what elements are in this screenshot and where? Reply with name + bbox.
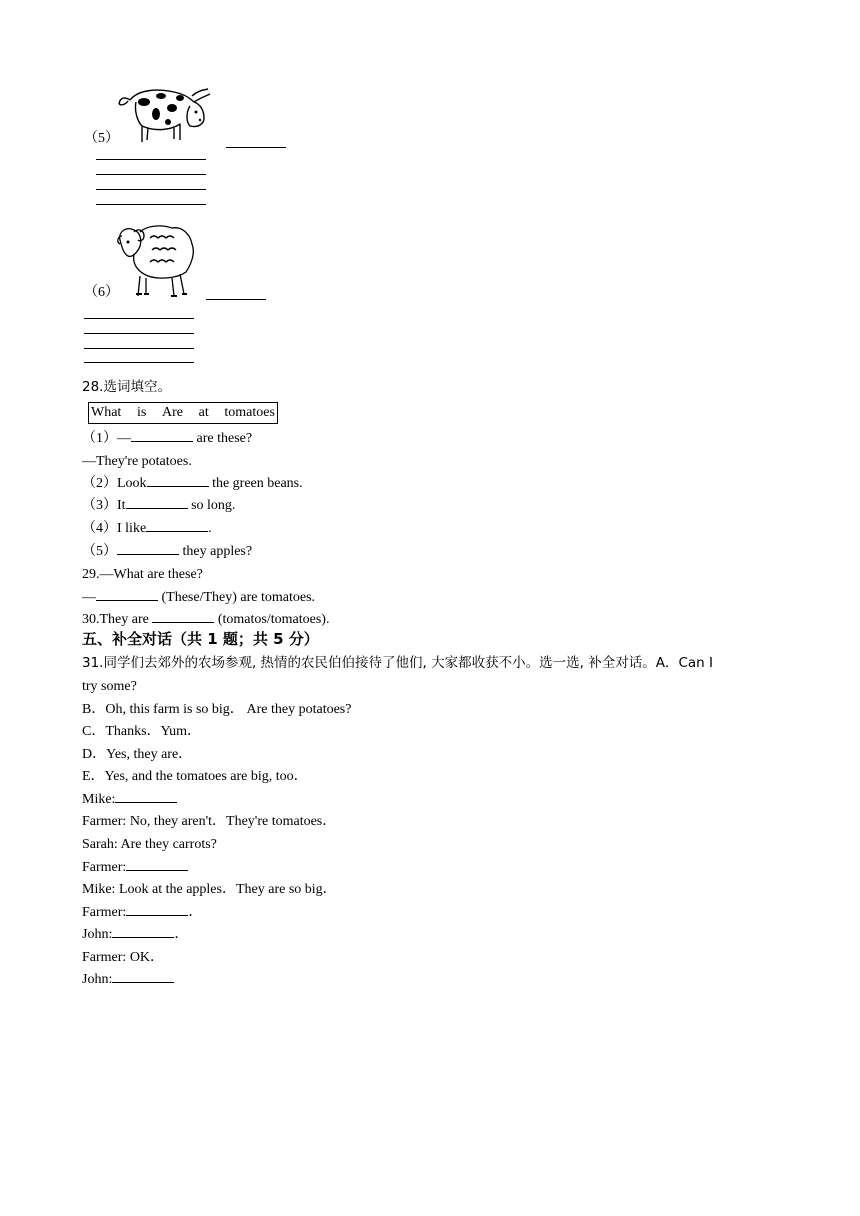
- item-6-label: （6）: [84, 285, 119, 300]
- answer-blank[interactable]: [146, 530, 208, 532]
- q29-question: 29.—What are these?: [82, 567, 203, 582]
- line-text: (These/They) are tomatoes.: [158, 590, 316, 605]
- line-text: .: [208, 521, 212, 536]
- line-text: —: [82, 590, 96, 605]
- item-6-writing-line[interactable]: [84, 318, 194, 319]
- section-5-heading: 五、补全对话（共 1 题；共 5 分）: [82, 630, 319, 648]
- item-6-writing-line[interactable]: [84, 348, 194, 349]
- answer-blank[interactable]: [147, 485, 209, 487]
- dialogue-line-9: [82, 973, 174, 987]
- word-bank-word: at: [198, 405, 209, 420]
- answer-blank[interactable]: [117, 553, 179, 555]
- line-text: they apples?: [179, 544, 253, 559]
- item-6-writing-line[interactable]: [84, 362, 194, 363]
- dialogue-line-1: [82, 793, 177, 807]
- line-text: ．: [174, 927, 189, 942]
- q31-option-b: B．Oh, this farm is so big． Are they potatoes?: [82, 702, 352, 717]
- speaker-text: Farmer:: [82, 860, 127, 875]
- answer-blank[interactable]: [126, 507, 188, 509]
- dialogue-line-2: Farmer: No, they aren't．They're tomatoes．: [82, 814, 337, 829]
- item-6-writing-line[interactable]: [84, 333, 194, 334]
- item-number: （4）: [82, 521, 117, 536]
- line-text: the green beans.: [208, 476, 303, 491]
- answer-blank[interactable]: [131, 440, 193, 442]
- answer-blank[interactable]: [115, 801, 177, 803]
- q28-line-2: [82, 477, 303, 491]
- q31-intro-line-1: 31.同学们去郊外的农场参观, 热情的农民伯伯接待了他们, 大家都收获不小。选一选, 补全对话。A．Can I: [82, 655, 713, 671]
- line-text: It: [117, 498, 126, 513]
- dialogue-line-8: Farmer: OK．: [82, 950, 165, 965]
- speaker-text: Farmer:: [82, 905, 127, 920]
- item-number: （1）: [82, 431, 117, 446]
- q31-option-d: D．Yes, they are．: [82, 747, 193, 762]
- q31-intro-line-2: try some?: [82, 679, 137, 694]
- item-6-answer-blank[interactable]: [206, 298, 266, 300]
- word-bank-word: tomatoes: [224, 405, 275, 420]
- speaker-text: John:: [82, 972, 113, 987]
- q31-option-c: C．Thanks．Yum．: [82, 724, 201, 739]
- answer-blank[interactable]: [96, 599, 158, 601]
- item-5-answer-blank[interactable]: [226, 146, 286, 148]
- answer-blank[interactable]: [152, 621, 214, 623]
- item-5-writing-line[interactable]: [96, 189, 206, 190]
- speaker-text: John:: [82, 927, 113, 942]
- item-number: （3）: [82, 498, 117, 513]
- line-text: ．: [188, 905, 203, 920]
- line-text: Look: [117, 476, 147, 491]
- q29-answer-line: [82, 591, 315, 605]
- item-5-writing-line[interactable]: [96, 204, 206, 205]
- q28-line-4: [82, 522, 212, 536]
- q30-line: [82, 613, 329, 627]
- q28-line-5: [82, 545, 252, 559]
- answer-blank[interactable]: [126, 914, 188, 916]
- dialogue-line-7: [82, 928, 188, 942]
- answer-blank[interactable]: [126, 869, 188, 871]
- dialogue-line-6: [82, 906, 202, 920]
- speaker-text: Mike:: [82, 792, 116, 807]
- sheep-image: [116, 222, 196, 298]
- q28-line-3: [82, 499, 235, 513]
- item-5-label: （5）: [84, 131, 119, 146]
- answer-blank[interactable]: [112, 981, 174, 983]
- cow-image: [116, 84, 212, 146]
- line-text: are these?: [193, 431, 253, 446]
- q28-title: 28.选词填空。: [82, 379, 171, 395]
- dialogue-line-4: [82, 861, 188, 875]
- word-bank-word: is: [136, 405, 147, 420]
- word-bank-box: [88, 402, 278, 424]
- word-bank-word: What: [91, 405, 122, 420]
- item-5-writing-line[interactable]: [96, 174, 206, 175]
- word-bank-word: Are: [161, 405, 183, 420]
- line-text: —: [117, 431, 131, 446]
- item-number: （5）: [82, 544, 117, 559]
- dialogue-line-5: Mike: Look at the apples．They are so big．: [82, 882, 337, 897]
- q28-line-1: [82, 432, 252, 446]
- dialogue-line-3: Sarah: Are they carrots?: [82, 837, 217, 852]
- line-text: 30.They are: [82, 612, 153, 627]
- q31-option-e: E．Yes, and the tomatoes are big, too．: [82, 769, 308, 784]
- q28-line-1-answer: —They're potatoes.: [82, 454, 192, 469]
- line-text: I like: [117, 521, 147, 536]
- line-text: so long.: [187, 498, 236, 513]
- line-text: (tomatos/tomatoes).: [214, 612, 330, 627]
- item-number: （2）: [82, 476, 117, 491]
- answer-blank[interactable]: [112, 936, 174, 938]
- item-5-writing-line[interactable]: [96, 159, 206, 160]
